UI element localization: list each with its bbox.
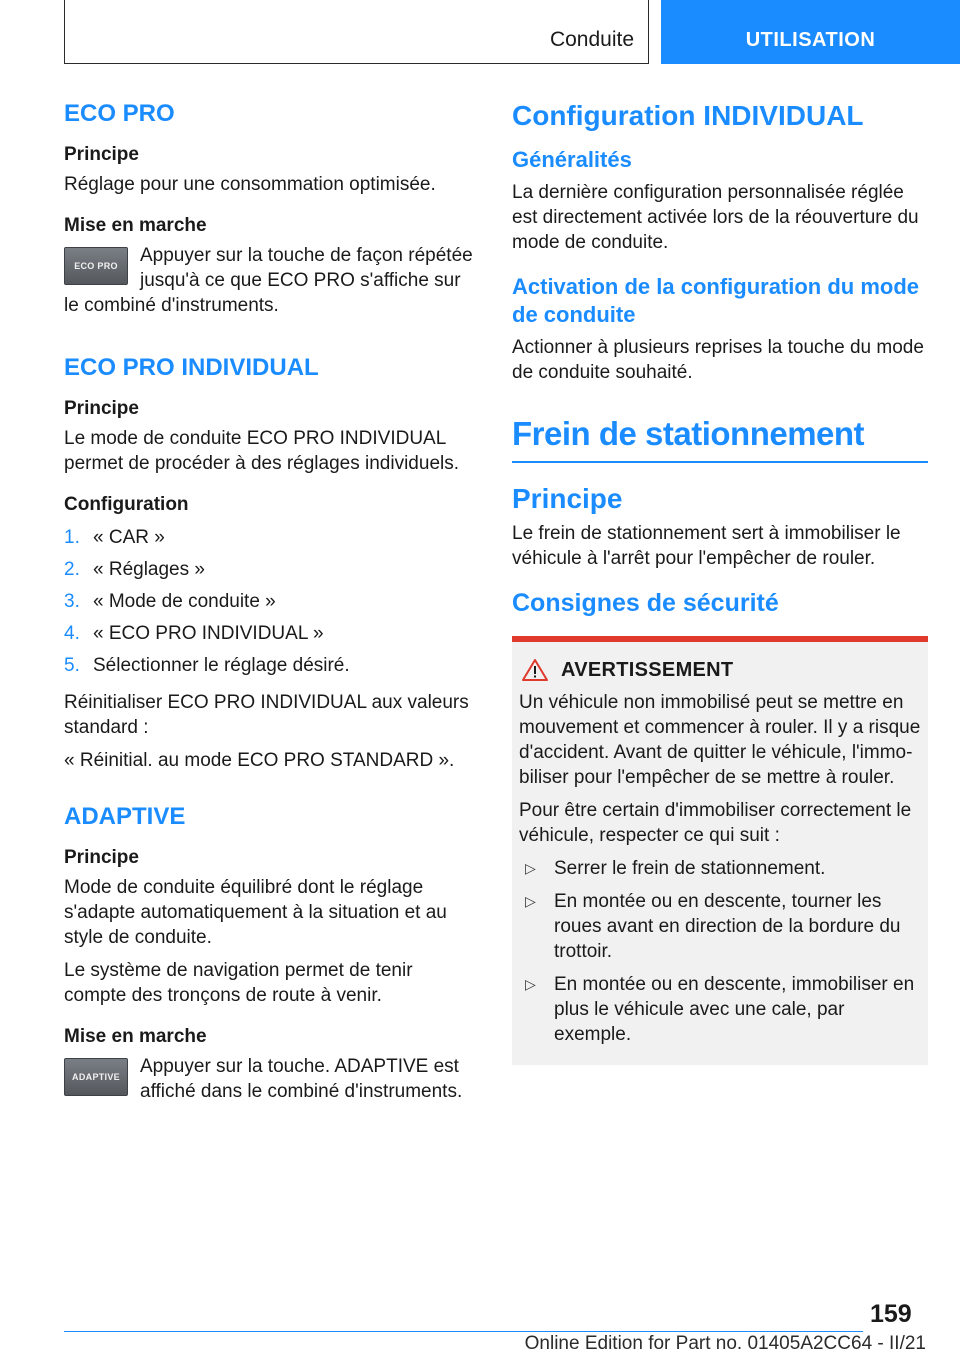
- eco-pro-activation-row: [64, 243, 474, 318]
- reset-option: « Réinitial. au mode ECO PRO STANDARD ».: [64, 750, 455, 771]
- triangle-bullet-icon: ▷: [525, 976, 536, 992]
- section-parking-brake: [512, 415, 928, 1065]
- adaptive-button-caption: ADAPTIVE: [72, 1072, 120, 1082]
- adaptive-activation-label: Mise en marche: [64, 1026, 207, 1047]
- header-chapter-tab: [661, 0, 960, 64]
- eco-pro-activation-text: Appuyer sur la touche de façon répétée jusqu'à ce que ECO PRO s'affiche sur le combiné d'instruments.: [64, 245, 473, 316]
- warning-bullet-list: [519, 856, 922, 1047]
- step-item: [64, 586, 474, 618]
- step-text: « Réglages »: [93, 559, 205, 580]
- warning-text-2: Pour être certain d'immobiliser correctement le véhicule, respecter ce qui suit :: [519, 800, 912, 846]
- step-text: « Mode de conduite »: [93, 591, 276, 612]
- step-item: [64, 554, 474, 586]
- warning-box: [512, 636, 928, 1065]
- parking-principle-text: Le frein de stationnement sert à immobiliser le véhicule à l'arrêt pour l'empêcher de rouler.: [512, 523, 901, 569]
- warning-bullet-text: En montée ou en descente, immobiliser en plus le véhicule avec une cale, par exemple.: [554, 974, 915, 1045]
- warning-title: AVERTISSEMENT: [561, 658, 734, 681]
- adaptive-button-icon: [64, 1058, 128, 1096]
- activation-heading: Activation de la configuration du mode de conduite: [512, 274, 920, 327]
- eco-pro-button-caption: ECO PRO: [74, 261, 118, 271]
- step-text: « CAR »: [93, 527, 165, 548]
- warning-header: [519, 658, 922, 682]
- footer-edition: Online Edition for Part no. 01405A2CC64 - II/21: [524, 1333, 926, 1354]
- eco-pro-heading: ECO PRO: [64, 100, 175, 127]
- adaptive-principle-label: Principe: [64, 847, 139, 868]
- step-text: « ECO PRO INDIVIDUAL »: [93, 623, 324, 644]
- section-adaptive: [64, 803, 474, 1104]
- general-text: La dernière configuration personnalisée réglée est directement activée lors de la réouverture du mode de conduite.: [512, 182, 919, 253]
- eco-pro-activation-label: Mise en marche: [64, 215, 207, 236]
- warning-bullet: [519, 856, 922, 881]
- adaptive-principle-text: Mode de conduite équilibré dont le réglage s'adapte automatiquement à la situation et au style de conduite.: [64, 877, 447, 948]
- configuration-label: Configuration: [64, 494, 189, 515]
- warning-bullet: [519, 972, 922, 1047]
- individual-heading: Configuration INDIVIDUAL: [512, 100, 864, 131]
- adaptive-activation-row: [64, 1054, 474, 1104]
- activation-text: Actionner à plusieurs reprises la touche du mode de conduite souhaité.: [512, 337, 924, 383]
- header-section-box: [64, 0, 649, 64]
- eco-pro-principle-label: Principe: [64, 144, 139, 165]
- footer-rule: [64, 1331, 863, 1332]
- reset-text: Réinitialiser ECO PRO INDIVIDUAL aux valeurs standard :: [64, 692, 469, 738]
- configuration-steps: [64, 522, 474, 682]
- step-item: [64, 618, 474, 650]
- eco-pro-individual-heading: ECO PRO INDIVIDUAL: [64, 354, 319, 381]
- warning-triangle-icon: [521, 658, 549, 682]
- step-number: 2.: [64, 559, 80, 580]
- warning-text-1: Un véhicule non immobilisé peut se mettre en mouvement et commencer à rouler. Il y a risque d'accident. Avant de quitter le véhicule, l'immo-biliser pour l'empêcher de se mettre à rouler.: [519, 692, 921, 788]
- parking-principle-heading: Principe: [512, 483, 623, 514]
- parking-brake-title: Frein de stationnement: [512, 415, 928, 463]
- section-individual: [512, 100, 928, 385]
- triangle-bullet-icon: ▷: [525, 860, 536, 876]
- left-column: [64, 100, 474, 1112]
- adaptive-navigation-text: Le système de navigation permet de tenir compte des tronçons de route à venir.: [64, 960, 413, 1006]
- warning-bullet: [519, 889, 922, 964]
- header-section-title: Conduite: [549, 28, 634, 51]
- step-number: 4.: [64, 623, 80, 644]
- eco-pro-individual-principle-text: Le mode de conduite ECO PRO INDIVIDUAL permet de procéder à des réglages individuels.: [64, 428, 460, 474]
- warning-bullet-text: Serrer le frein de stationnement.: [554, 858, 826, 879]
- warning-bullet-text: En montée ou en descente, tourner les roues avant en direction de la bordure du trottoir.: [554, 891, 901, 962]
- step-number: 3.: [64, 591, 80, 612]
- adaptive-heading: ADAPTIVE: [64, 803, 186, 830]
- triangle-bullet-icon: ▷: [525, 893, 536, 909]
- general-heading: Généralités: [512, 147, 632, 172]
- adaptive-activation-text: Appuyer sur la touche. ADAPTIVE est affiché dans le combiné d'instruments.: [140, 1056, 463, 1102]
- page-number: 159: [870, 1300, 912, 1328]
- step-item: [64, 650, 474, 682]
- step-number: 5.: [64, 655, 80, 676]
- eco-pro-button-icon: [64, 247, 128, 285]
- step-text: Sélectionner le réglage désiré.: [93, 655, 350, 676]
- eco-pro-principle-text: Réglage pour une consommation optimisée.: [64, 174, 436, 195]
- step-number: 1.: [64, 527, 80, 548]
- step-item: [64, 522, 474, 554]
- section-eco-pro: [64, 100, 474, 318]
- header-chapter-label: UTILISATION: [745, 29, 876, 51]
- right-column: [512, 100, 928, 1065]
- eco-pro-individual-principle-label: Principe: [64, 398, 139, 419]
- safety-heading: Consignes de sécurité: [512, 589, 779, 617]
- section-eco-pro-individual: [64, 354, 474, 773]
